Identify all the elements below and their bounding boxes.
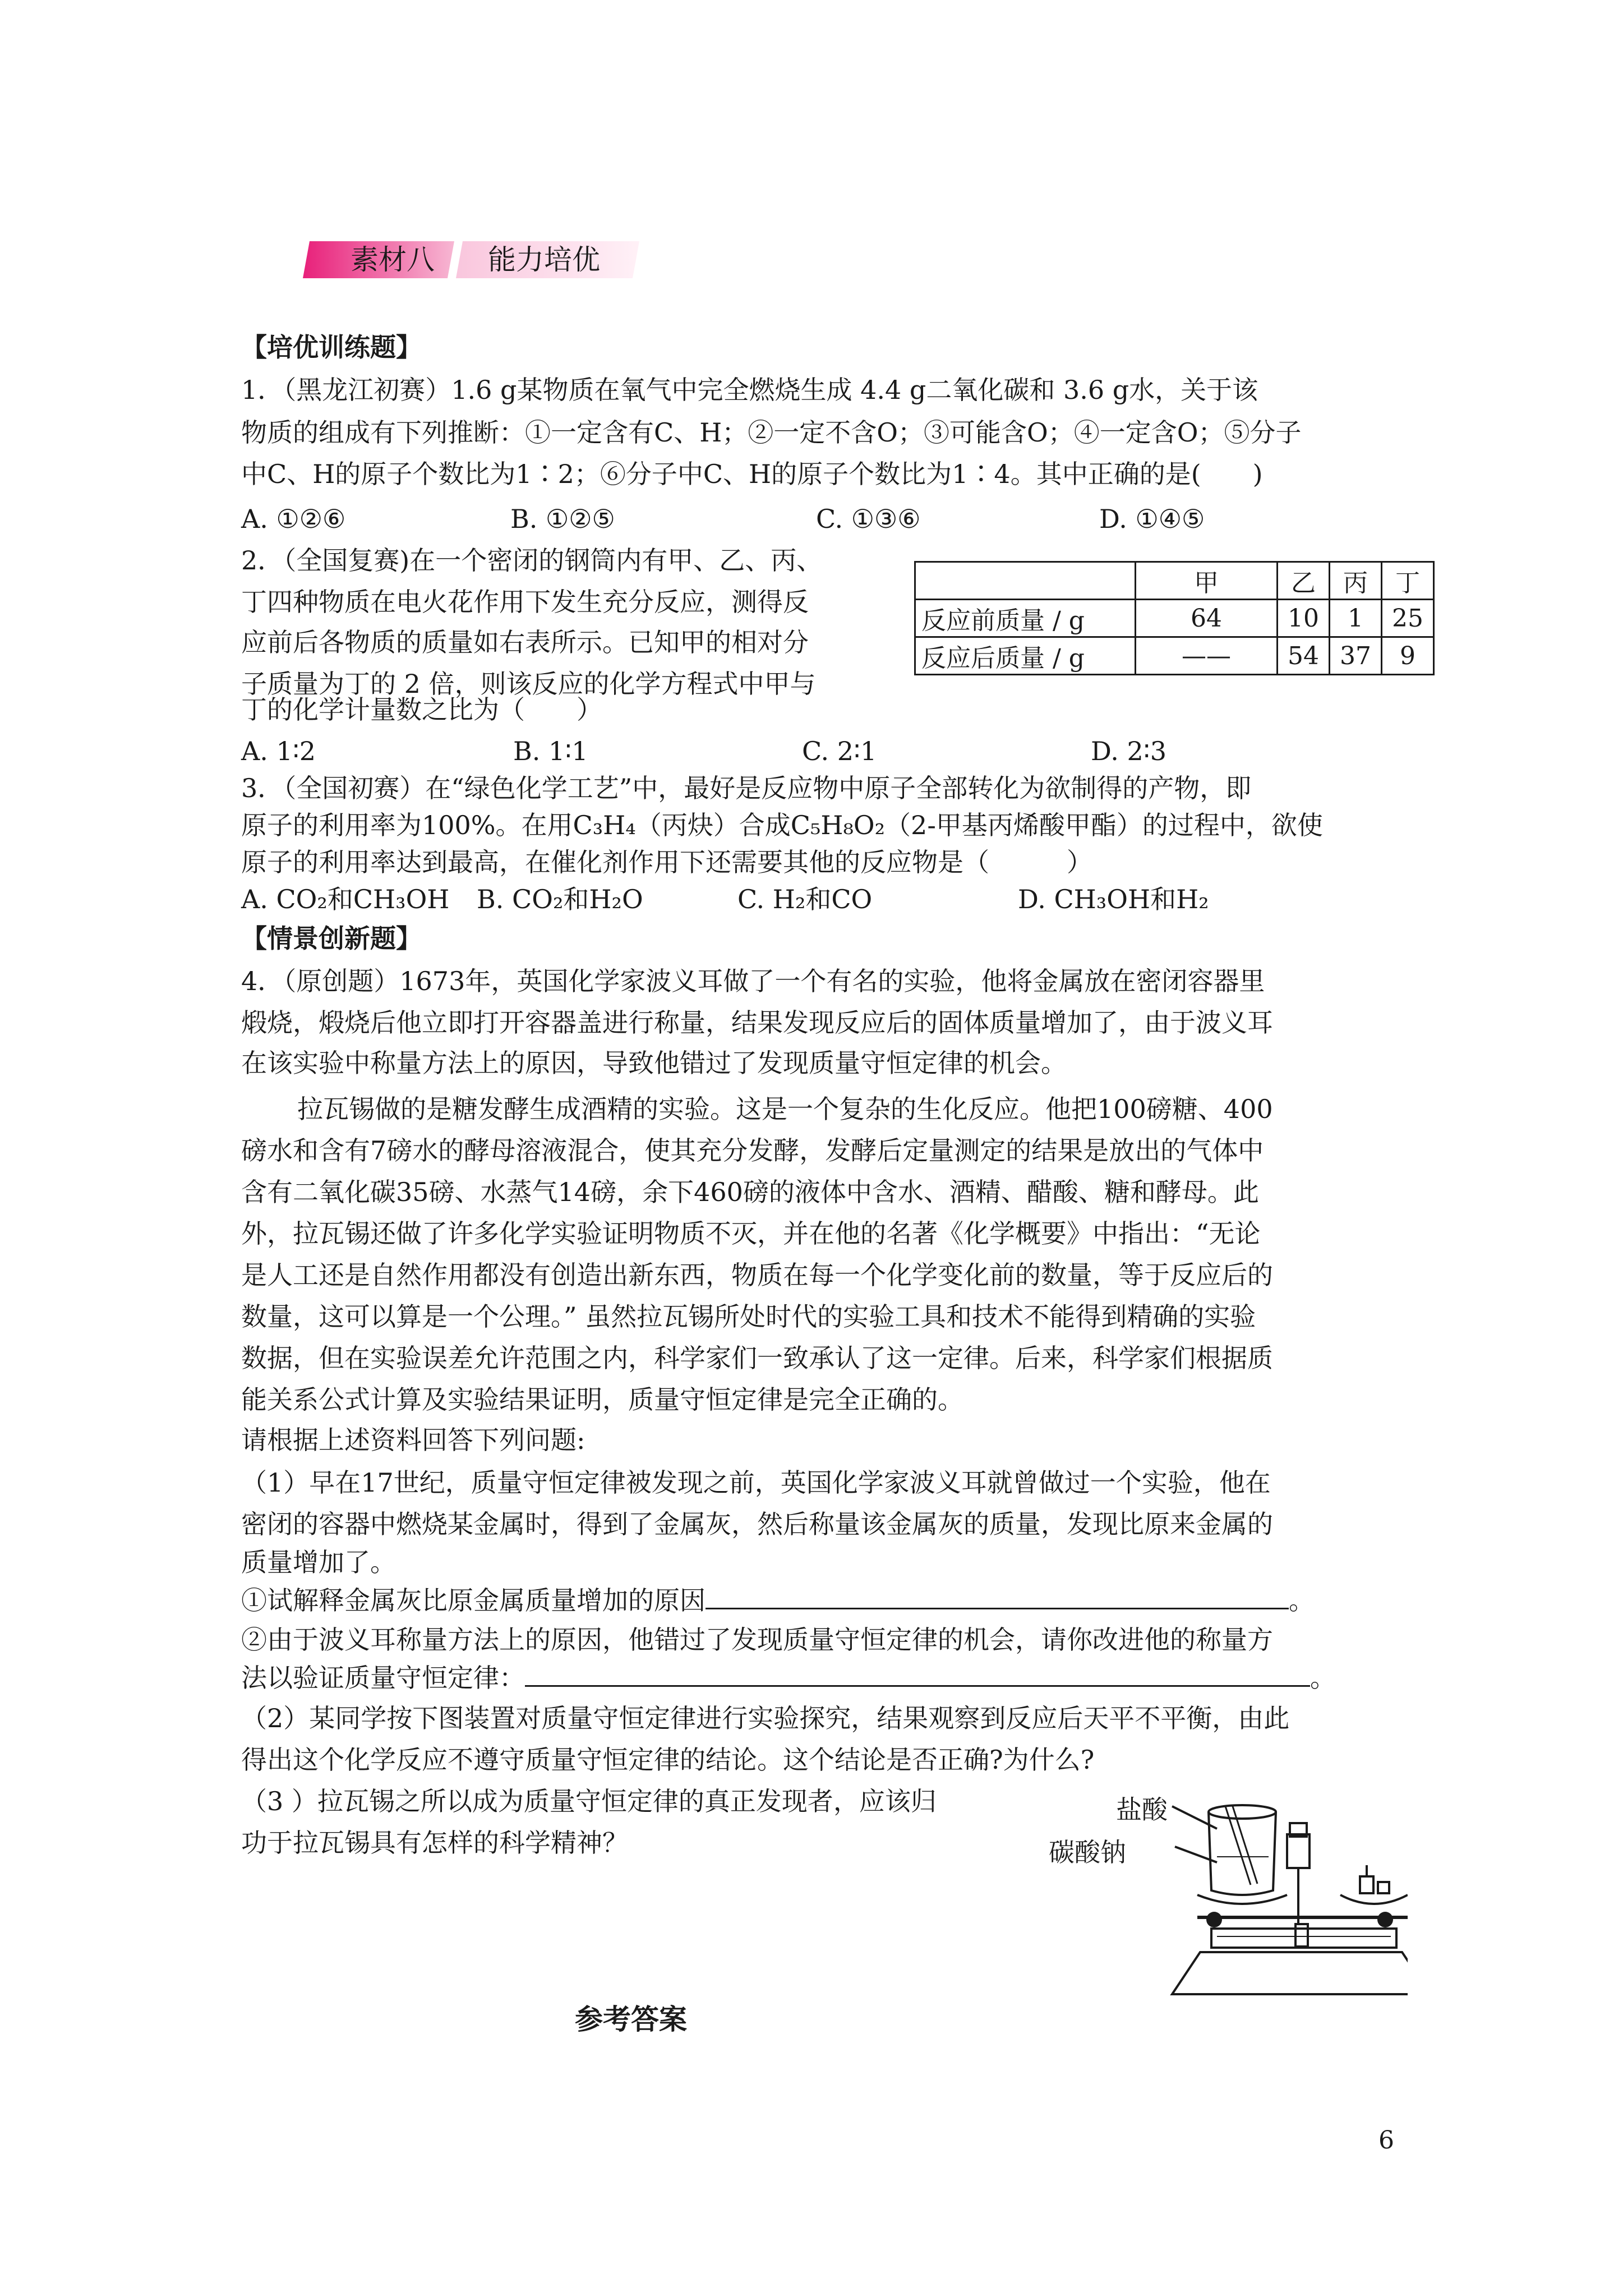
q4-para2-line-4: 外，拉瓦锡还做了许多化学实验证明物质不灭，并在他的名著《化学概要》中指出：“无论 — [241, 1218, 1261, 1249]
q1-line-1: 1．（黑龙江初赛）1.6 g某物质在氧气中完全燃烧生成 4.4 g二氧化碳和 3.6 g水，关于该 — [241, 375, 1258, 405]
table-header-row — [915, 562, 1434, 600]
q3-line-2: 原子的利用率为100%。在用C₃H₄（丙炔）合成C₅H₈O₂（2-甲基丙烯酸甲酯）的过程中，欲使 — [241, 810, 1323, 840]
table-cell: 54 — [1278, 637, 1330, 675]
q4-para1-line-2: 煅烧，煅烧后他立即打开容器盖进行称量，结果发现反应后的固体质量增加了，由于波义耳 — [241, 1007, 1273, 1038]
q2-line-5: 丁的化学计量数之比为（ ） — [241, 694, 602, 725]
q4-sub3-line-1: （3 ）拉瓦锡之所以成为质量守恒定律的真正发现者，应该归 — [241, 1786, 937, 1816]
table-cell: 25 — [1382, 600, 1434, 637]
q3-option-d: D. CH₃OH和H₂ — [1018, 884, 1209, 914]
q4-para2-line-6: 数量，这可以算是一个公理。” 虽然拉瓦锡所处时代的实验工具和技术不能得到精确的实验 — [241, 1301, 1256, 1332]
q1-option-d: D. ①④⑤ — [1099, 504, 1205, 534]
q4-para2-line-2: 磅水和含有7磅水的酵母溶液混合，使其充分发酵，发酵后定量测定的结果是放出的气体中 — [241, 1135, 1264, 1166]
q3-option-a: A. CO₂和CH₃OH — [241, 884, 450, 914]
q2-option-a: A. 1∶2 — [241, 736, 316, 766]
q1-line-2: 物质的组成有下列推断：①一定含有C、H；②一定不含O；③可能含O；④一定含O；⑤分子 — [241, 417, 1302, 448]
q4-sub2-line-2: 得出这个化学反应不遵守质量守恒定律的结论。这个结论是否正确?为什么? — [241, 1745, 1095, 1775]
table-cell: 37 — [1330, 637, 1382, 675]
page-number: 6 — [1378, 2126, 1394, 2155]
balance-figure — [1049, 1773, 1408, 2008]
label-sodium-carbonate: 碳酸钠 — [1049, 1837, 1126, 1867]
q4-sub3-line-2: 功于拉瓦锡具有怎样的科学精神？ — [241, 1828, 628, 1858]
answer-blank-2[interactable] — [525, 1663, 1310, 1687]
q4-para2-line-3: 含有二氧化碳35磅、水蒸气14磅，余下460磅的液体中含水、酒精、醋酸、糖和酵母。此 — [241, 1177, 1259, 1207]
label-hydrochloric-acid: 盐酸 — [1116, 1795, 1168, 1825]
q4-para2-line-8: 能关系公式计算及实验结果证明，质量守恒定律是完全正确的。 — [241, 1384, 963, 1415]
table-cell: 反应前质量 / g — [915, 600, 1136, 637]
table-cell: 反应后质量 / g — [915, 637, 1136, 675]
q4-sub1a-line — [241, 1582, 1315, 1619]
q2-option-c: C. 2∶1 — [802, 736, 877, 766]
answers-heading: 参考答案 — [575, 2003, 687, 2036]
table-cell: —— — [1136, 637, 1278, 675]
q2-option-b: B. 1∶1 — [513, 736, 588, 766]
q4-para1-line-1: 4．（原创题）1673年，英国化学家波义耳做了一个有名的实验，他将金属放在密闭容器里 — [241, 966, 1265, 996]
section-heading-scenario: 【情景创新题】 — [241, 923, 422, 954]
q4-instruction: 请根据上述资料回答下列问题: — [241, 1425, 585, 1455]
q2-option-d: D. 2∶3 — [1091, 736, 1166, 766]
q4-sub1-line-3: 质量增加了。 — [241, 1547, 396, 1577]
table-header-cell: 乙 — [1278, 562, 1330, 600]
banner-right-label: 能力培优 — [488, 243, 600, 276]
q2-line-2: 丁四种物质在电火花作用下发生充分反应，测得反 — [241, 587, 809, 617]
reaction-mass-table — [914, 561, 1435, 675]
section-heading-training: 【培优训练题】 — [241, 332, 422, 362]
q4-para2-line-1: 拉瓦锡做的是糖发酵生成酒精的实验。这是一个复杂的生化反应。他把100磅糖、400 — [297, 1094, 1273, 1124]
q4-sub1b-period: 。 — [1310, 1663, 1336, 1693]
q3-line-1: 3．（全国初赛）在“绿色化学工艺”中，最好是反应物中原子全部转化为欲制得的产物，即 — [241, 773, 1252, 803]
table-row — [915, 637, 1434, 675]
q2-line-3: 应前后各物质的质量如右表所示。已知甲的相对分 — [241, 627, 809, 657]
q4-para2-line-5: 是人工还是自然作用都没有创造出新东西，物质在每一个化学变化前的数量，等于反应后的 — [241, 1260, 1273, 1290]
q3-line-3: 原子的利用率达到最高，在催化剂作用下还需要其他的反应物是（ ） — [241, 847, 1092, 877]
table-header-cell: 丙 — [1330, 562, 1382, 600]
q3-option-b: B. CO₂和H₂O — [477, 884, 643, 914]
answer-blank-1[interactable] — [706, 1585, 1289, 1609]
q4-sub2-line-1: （2）某同学按下图装置对质量守恒定律进行实验探究，结果观察到反应后天平不平衡，由此 — [241, 1703, 1290, 1733]
q4-sub1-line-2: 密闭的容器中燃烧某金属时，得到了金属灰，然后称量该金属灰的质量，发现比原来金属的 — [241, 1509, 1273, 1539]
q4-para1-line-3: 在该实验中称量方法上的原因，导致他错过了发现质量守恒定律的机会。 — [241, 1048, 1067, 1078]
table-cell: 64 — [1136, 600, 1278, 637]
q1-option-c: C. ①③⑥ — [816, 504, 921, 534]
table-cell: 1 — [1330, 600, 1382, 637]
table-header-cell — [915, 562, 1136, 600]
balance-drawing — [1049, 1773, 1408, 2008]
q4-para2-line-7: 数据，但在实验误差允许范围之内，科学家们一致承认了这一定律。后来，科学家们根据质 — [241, 1343, 1273, 1373]
q4-sub1b-line-2 — [241, 1659, 1336, 1696]
q4-sub1a-period: 。 — [1289, 1585, 1315, 1616]
table-cell: 9 — [1382, 637, 1434, 675]
table-row — [915, 600, 1434, 637]
section-banner — [303, 239, 639, 280]
q4-sub1b-line-1: ②由于波义耳称量方法上的原因，他错过了发现质量守恒定律的机会，请你改进他的称量方 — [241, 1625, 1273, 1655]
q4-sub1b-text: 法以验证质量守恒定律： — [241, 1663, 525, 1693]
q1-option-b: B. ①②⑤ — [510, 504, 615, 534]
table-cell: 10 — [1278, 600, 1330, 637]
table-header-cell: 甲 — [1136, 562, 1278, 600]
q1-option-a: A. ①②⑥ — [241, 504, 346, 534]
q3-option-c: C. H₂和CO — [737, 884, 873, 914]
table-header-cell: 丁 — [1382, 562, 1434, 600]
q4-sub1-line-1: （1）早在17世纪，质量守恒定律被发现之前，英国化学家波义耳就曾做过一个实验，他在 — [241, 1467, 1271, 1498]
q2-line-4: 子质量为丁的 2 倍，则该反应的化学方程式中甲与 — [241, 669, 816, 699]
q1-line-3: 中C、H的原子个数比为1∶2；⑥分子中C、H的原子个数比为1∶4。其中正确的是( ) — [241, 459, 1263, 489]
banner-left-label: 素材八 — [351, 243, 435, 276]
q4-sub1a-text: ①试解释金属灰比原金属质量增加的原因 — [241, 1585, 706, 1616]
q2-line-1: 2．（全国复赛)在一个密闭的钢筒内有甲、乙、丙、 — [241, 545, 823, 576]
